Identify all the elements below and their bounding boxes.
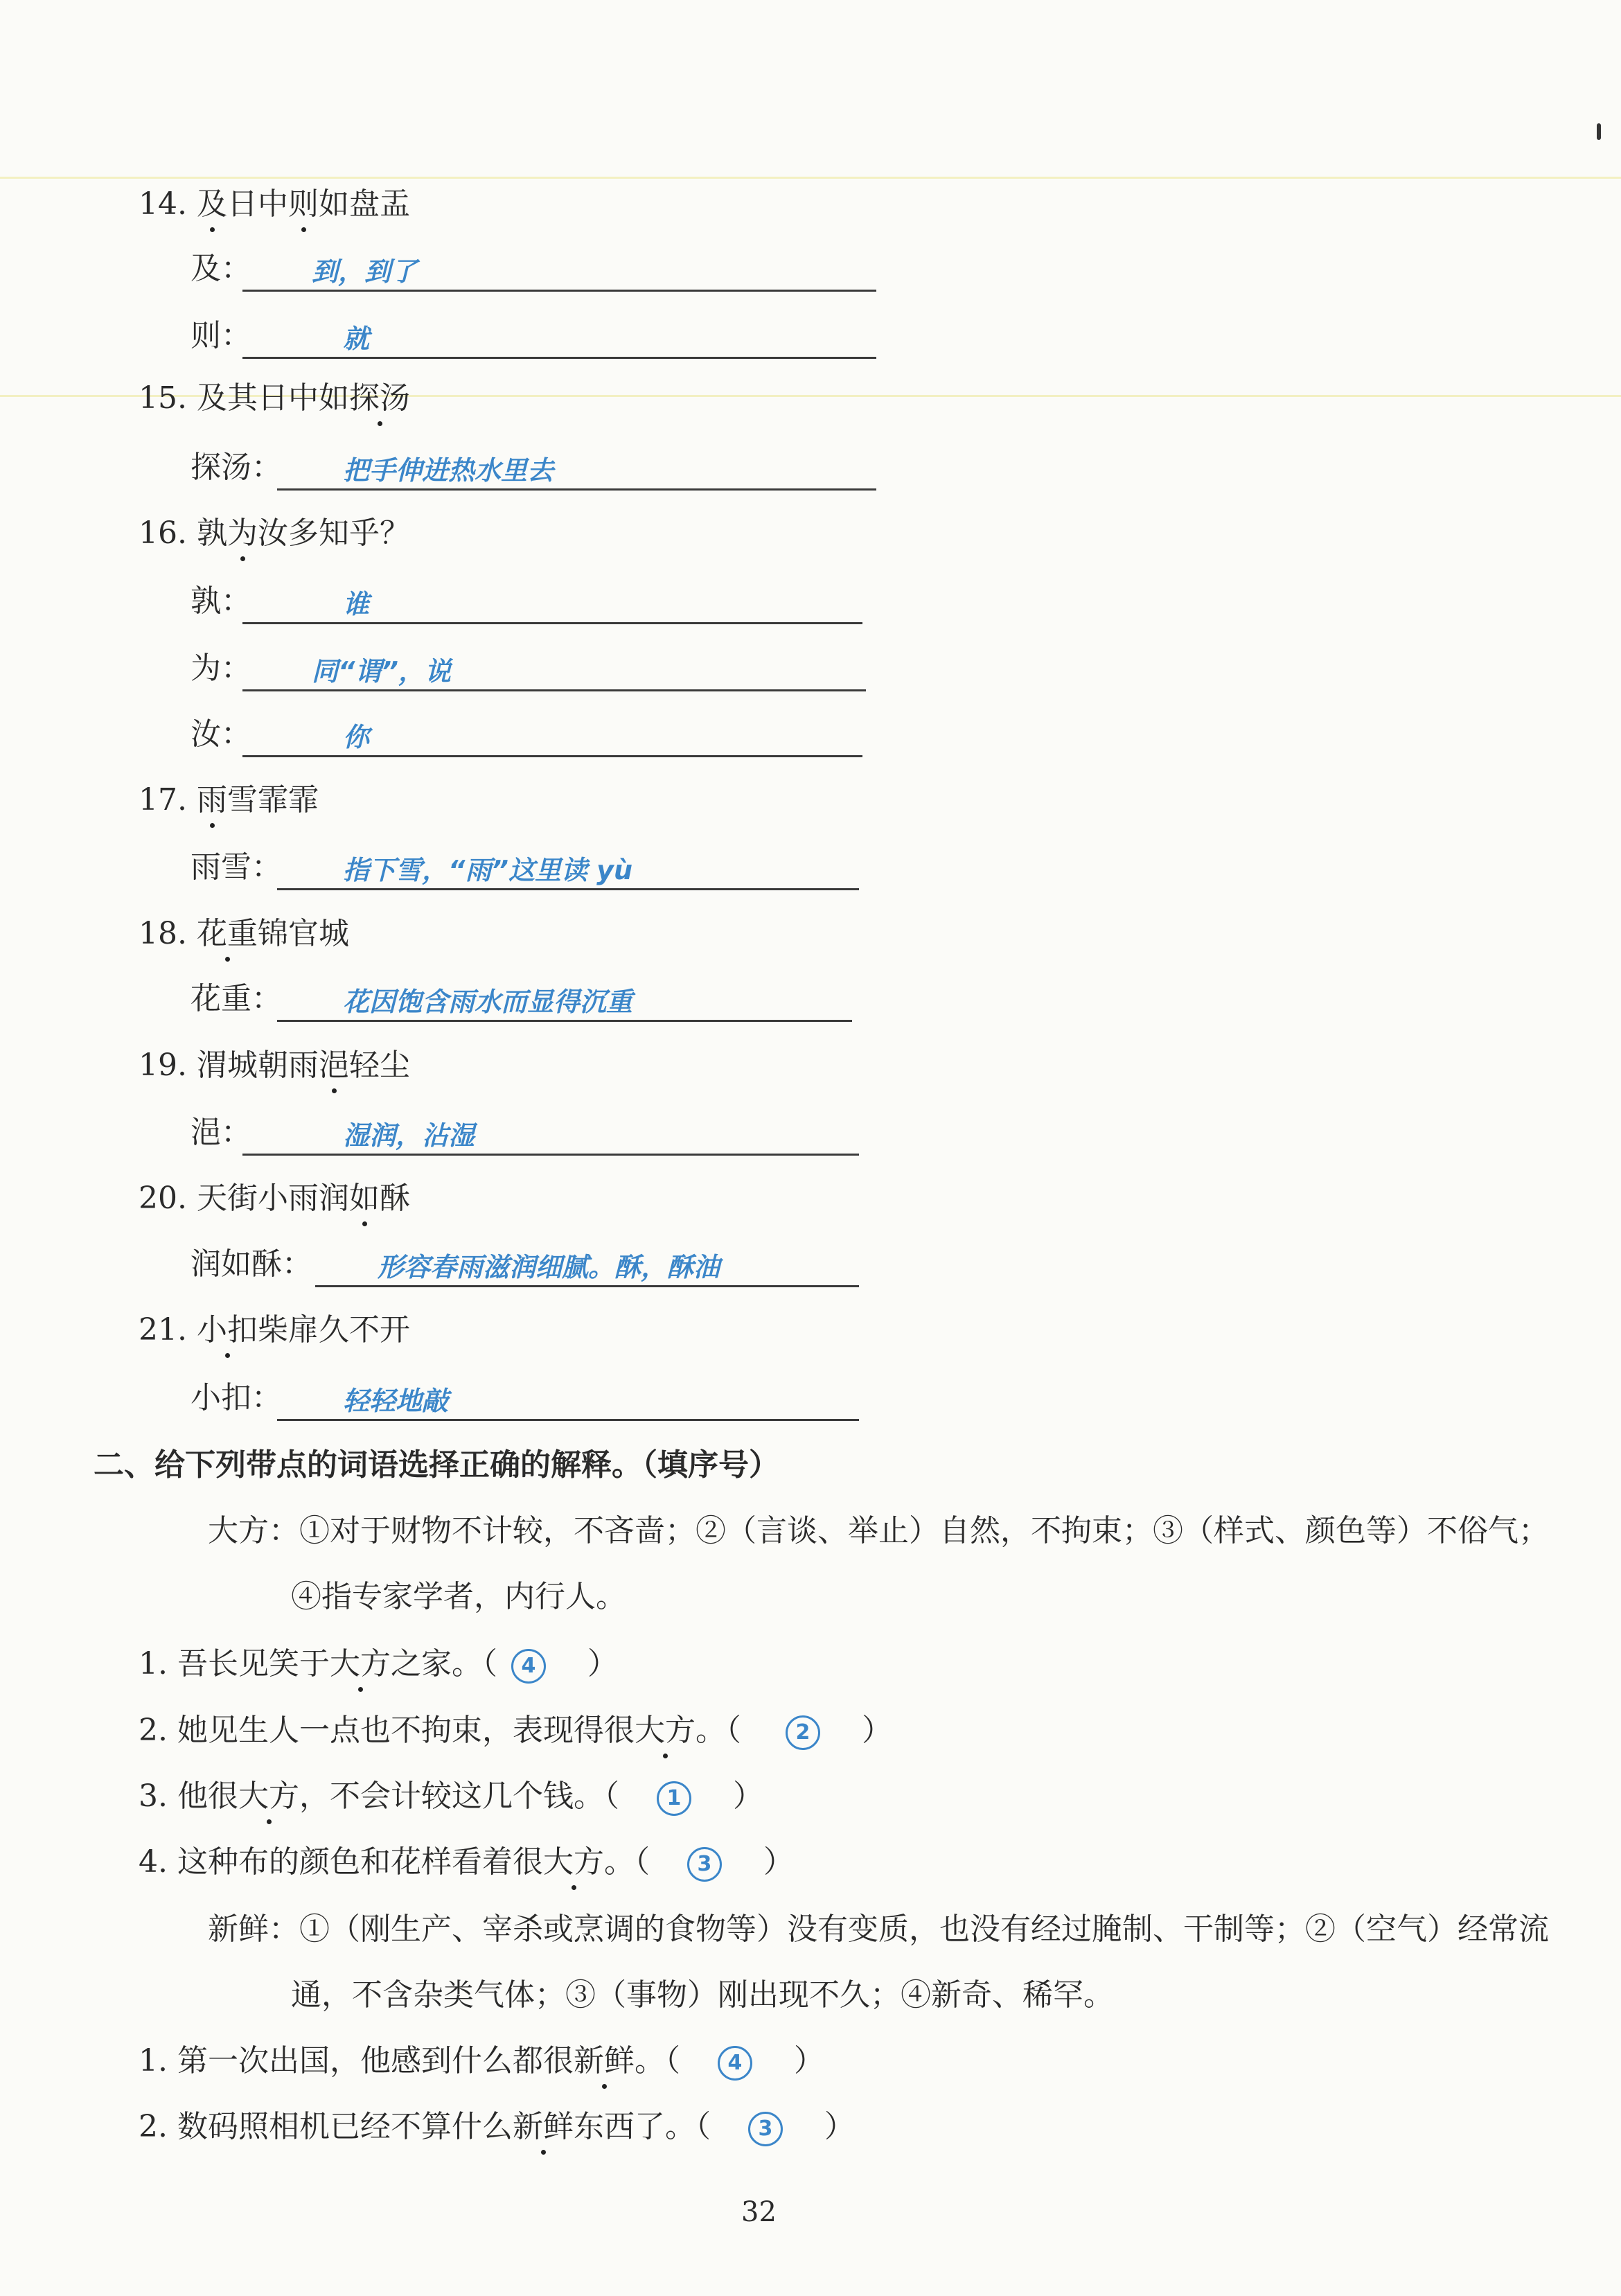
handwritten-answer: 同“谓”，说 [312,656,451,687]
dotted-word: 浥 [319,1045,349,1086]
answer-blank[interactable] [242,648,866,691]
field-row: 浥： [191,1115,251,1150]
choice-question: 1. 第一次出国，他感到什么都很新鲜。（ 4 ） [139,2040,824,2082]
handwritten-answer: 指下雪，“雨”这里读 yù [343,855,633,885]
dotted-word: 探汤 [349,378,410,419]
dotted-word: 新鲜 [513,2106,574,2148]
handwritten-answer: 到，到了 [312,256,418,287]
field-row: 小扣： [191,1380,282,1415]
question-16: 16. 孰为汝多知乎？ [139,513,410,554]
answer-circle[interactable]: 4 [511,1649,546,1684]
answer-circle[interactable]: 2 [786,1715,820,1750]
answer-circle[interactable]: 3 [748,2112,783,2146]
dotted-word: 大方 [635,1710,696,1751]
answer-blank[interactable] [277,447,876,491]
edge-mark [1597,123,1601,140]
ruled-line [0,177,1621,179]
dotted-word: 花重 [197,913,258,955]
answer-circle[interactable]: 4 [718,2046,752,2081]
question-15: 15. 及其日中如探汤 [139,378,410,419]
field-row: 为： [191,651,251,686]
answer-blank[interactable] [242,1112,859,1156]
answer-blank[interactable] [242,315,876,359]
field-row: 润如酥： [191,1246,312,1282]
handwritten-answer: 轻轻地敲 [343,1386,449,1416]
definition-line: 新鲜：①（刚生产、宰杀或烹调的食物等）没有变质，也没有经过腌制、干制等；②（空气）经常流 [208,1911,1549,1947]
handwritten-answer: 把手伸进热水里去 [343,455,554,486]
handwritten-answer: 就 [343,324,370,354]
dotted-word: 大方 [543,1842,604,1883]
choice-question: 4. 这种布的颜色和花样看着很大方。（ 3 ） [139,1842,794,1883]
dotted-word: 新鲜 [574,2040,635,2082]
field-row: 汝： [191,716,251,752]
choice-question: 1. 吾长见笑于大方之家。（ 4 ） [139,1643,618,1685]
handwritten-answer: 湿润，沾湿 [343,1120,475,1151]
question-18: 18. 花重锦官城 [139,913,349,955]
answer-blank[interactable] [315,1244,859,1287]
answer-blank[interactable] [242,248,876,292]
dotted-word: 小扣 [197,1309,258,1351]
dotted-word: 孰为汝 [197,513,288,554]
definition-line: ④指专家学者，内行人。 [291,1579,626,1614]
definition-line: 通，不含杂类气体；③（事物）刚出现不久；④新奇、稀罕。 [291,1977,1114,2013]
answer-blank[interactable] [242,581,862,624]
dotted-word: 大方 [330,1643,391,1685]
question-21: 21. 小扣柴扉久不开 [139,1309,410,1351]
choice-question: 2. 数码照相机已经不算什么新鲜东西了。（ 3 ） [139,2106,855,2148]
field-row: 孰： [191,583,251,619]
dotted-word: 雨 [197,779,227,821]
field-row: 雨雪： [191,849,282,885]
dotted-word: 大方 [238,1776,299,1817]
definition-line: 大方：①对于财物不计较，不吝啬；②（言谈、举止）自然，不拘束；③（样式、颜色等）不俗气； [208,1513,1549,1548]
answer-blank[interactable] [242,714,862,757]
page-number: 32 [741,2196,777,2228]
question-20: 20. 天街小雨润如酥 [139,1178,410,1219]
field-row: 及： [191,251,251,286]
handwritten-answer: 花因饱含雨水而显得沉重 [343,987,633,1017]
handwritten-answer: 谁 [343,589,370,619]
dotted-word: 则 [288,184,319,225]
dotted-word: 润如酥 [319,1178,410,1219]
question-17: 17. 雨雪霏霏 [139,779,319,821]
question-14: 14. 及日中则如盘盂 [139,184,410,225]
section-heading: 二、给下列带点的词语选择正确的解释。（填序号） [94,1447,779,1483]
field-row: 花重： [191,981,282,1016]
answer-blank[interactable] [277,847,859,890]
choice-question: 2. 她见生人一点也不拘束，表现得很大方。（ 2 ） [139,1710,892,1751]
answer-blank[interactable] [277,978,852,1022]
dotted-word: 及 [197,184,227,225]
field-row: 则： [191,318,251,353]
question-19: 19. 渭城朝雨浥轻尘 [139,1045,410,1086]
answer-circle[interactable]: 3 [687,1847,722,1882]
field-row: 探汤： [191,450,282,485]
choice-question: 3. 他很大方，不会计较这几个钱。（ 1 ） [139,1776,763,1817]
answer-blank[interactable] [277,1377,859,1421]
handwritten-answer: 你 [343,722,370,752]
answer-circle[interactable]: 1 [657,1781,691,1816]
handwritten-answer: 形容春雨滋润细腻。酥，酥油 [378,1252,720,1282]
